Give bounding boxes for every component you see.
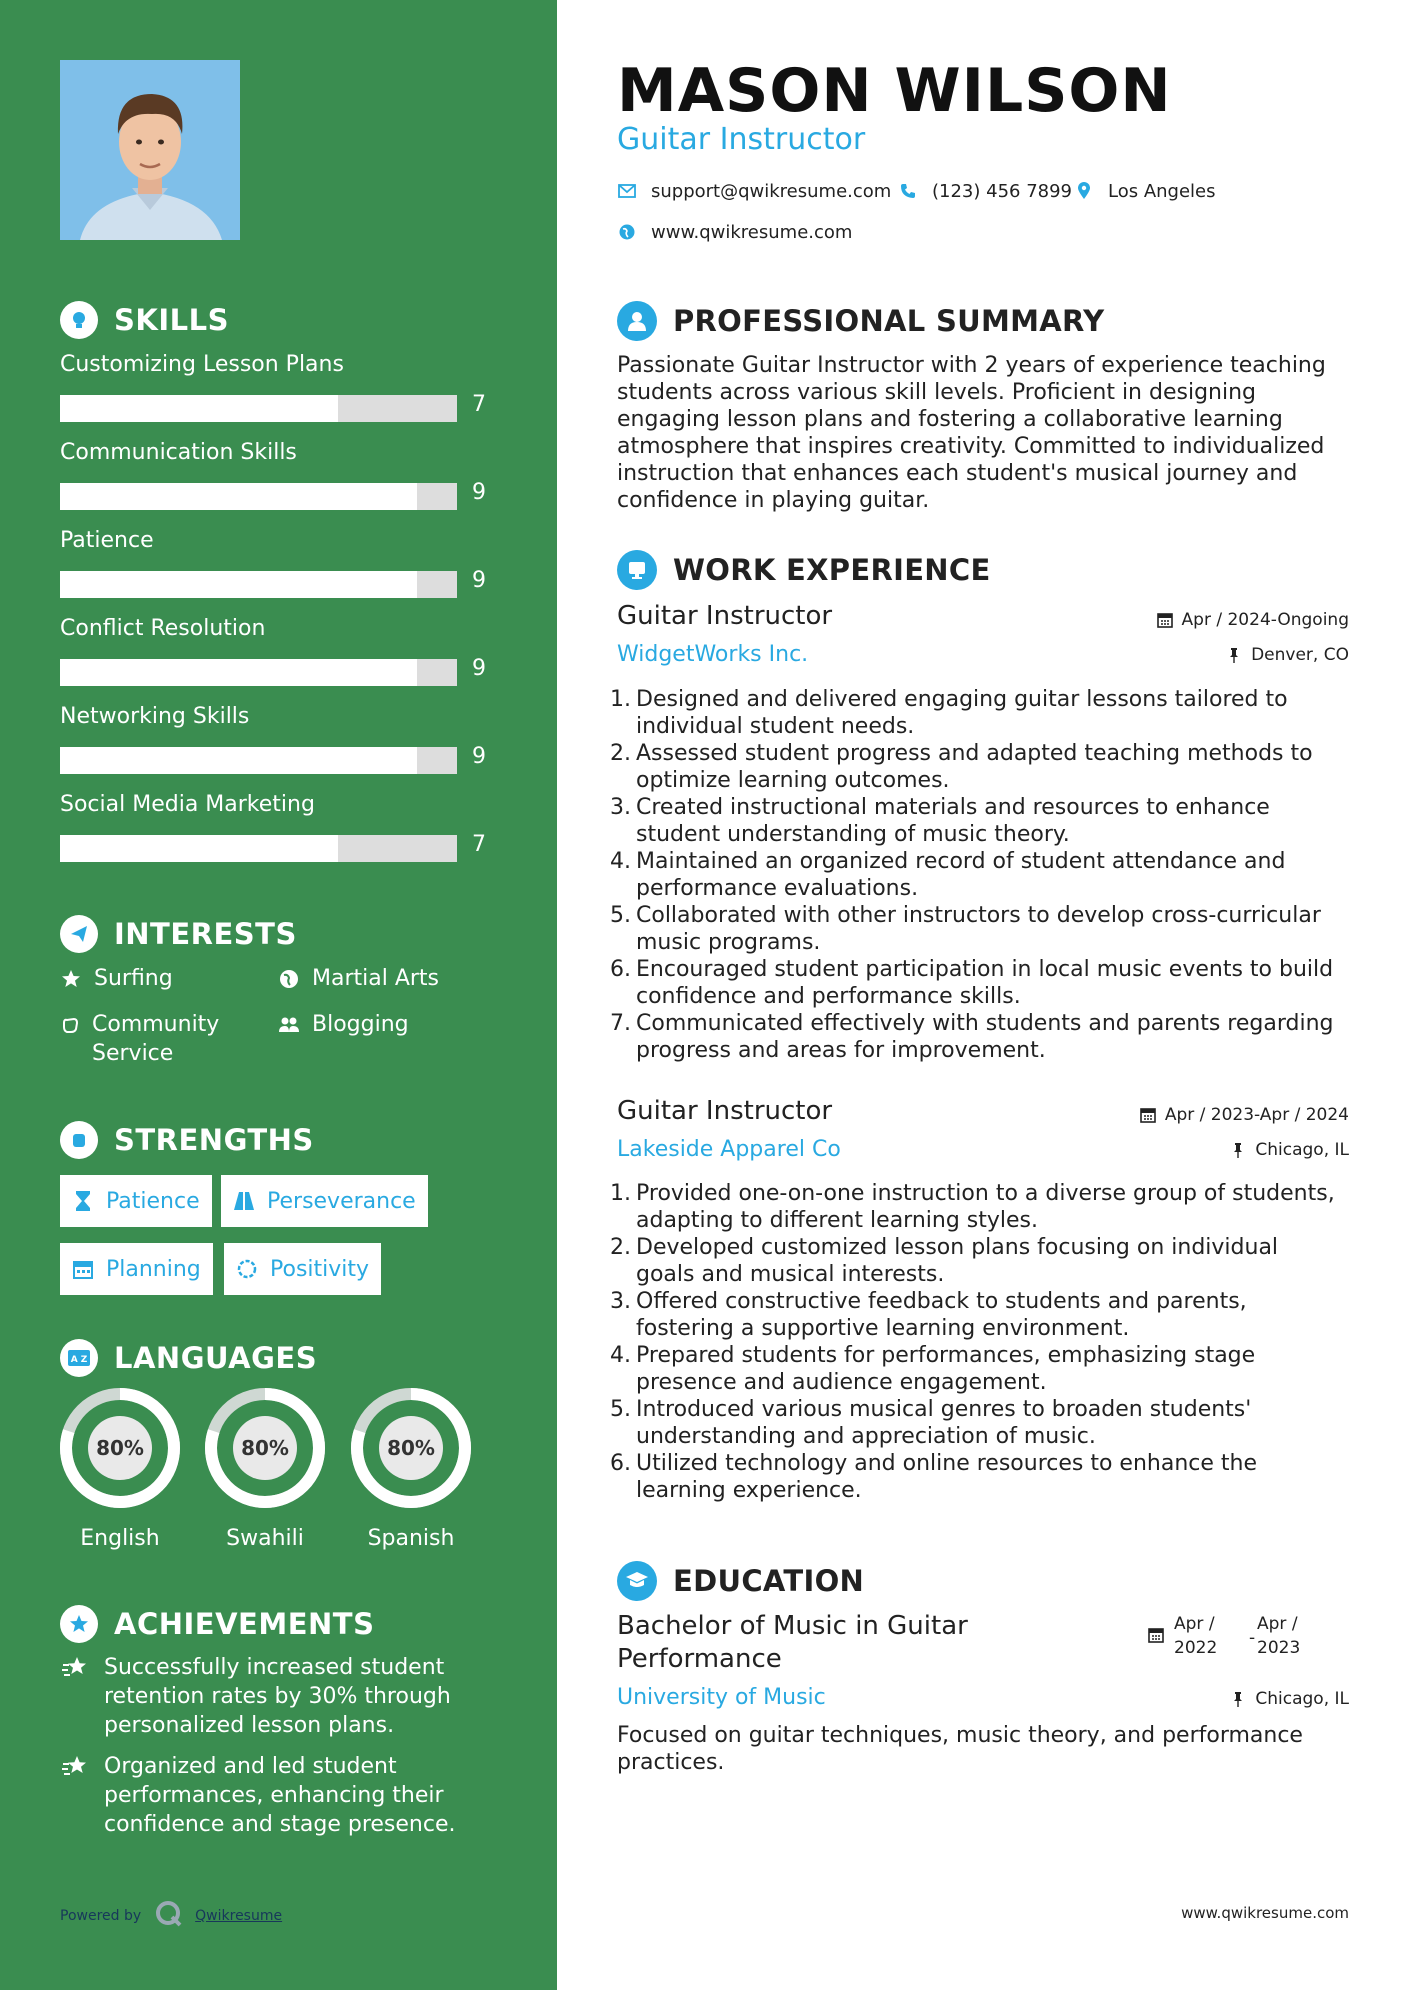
duty-text: Introduced various musical genres to broaden students' understanding and appreciation of music. [636, 1397, 1252, 1449]
duty-number: 6. [610, 957, 631, 982]
powered-by: Powered by Qwikresume [60, 1900, 282, 1932]
skill-level: 7 [472, 392, 486, 417]
skill-bar [60, 659, 457, 686]
duty-number: 5. [610, 903, 631, 928]
candidate-name: MASON WILSON [617, 56, 1172, 126]
language-name: Spanish [367, 1526, 455, 1551]
duty-number: 4. [610, 1343, 631, 1368]
calendar-icon [1156, 611, 1174, 629]
skill-level: 9 [472, 568, 486, 593]
duty-item [610, 1010, 1340, 1064]
skill-bar [60, 483, 457, 510]
hand-icon [60, 1010, 80, 1039]
skill-bar-fill [60, 483, 417, 510]
skill-item [60, 440, 500, 505]
language-name: Swahili [226, 1526, 304, 1551]
skill-name: Networking Skills [60, 704, 250, 729]
skill-name: Customizing Lesson Plans [60, 352, 344, 377]
skill-bar [60, 747, 457, 774]
job-location: Denver, CO [1225, 643, 1349, 667]
duty-text: Prepared students for performances, emphasizing stage presence and audience engagement. [636, 1343, 1256, 1395]
strength-badge: Planning [60, 1243, 213, 1295]
interest-item: Blogging [278, 1010, 409, 1039]
duty-item [610, 740, 1340, 794]
profile-photo [60, 60, 240, 240]
duty-item [610, 902, 1340, 956]
language-icon [60, 1339, 98, 1377]
duty-text: Provided one-on-one instruction to a diverse group of students, adapting to different learning styles. [636, 1181, 1335, 1233]
duty-number: 7. [610, 1011, 631, 1036]
qwikresume-link[interactable]: Qwikresume [195, 1908, 283, 1924]
job-duties-list [610, 686, 1340, 1064]
calendar-icon [1148, 1626, 1166, 1644]
duty-number: 2. [610, 1235, 631, 1260]
trophy-icon [60, 1605, 98, 1643]
skill-bar-fill [60, 747, 417, 774]
language-percent: 80% [387, 1436, 435, 1460]
strengths-heading: STRENGTHS [60, 1120, 314, 1160]
globe-icon [617, 222, 637, 242]
strength-badge: Patience [60, 1175, 212, 1227]
duty-number: 3. [610, 795, 631, 820]
graduation-cap-icon [617, 1561, 657, 1601]
achievements-heading: ACHIEVEMENTS [60, 1604, 374, 1644]
duty-number: 1. [610, 1181, 631, 1206]
duty-item [610, 1180, 1340, 1234]
contact-email[interactable]: support@qwikresume.com [617, 178, 891, 204]
skill-name: Conflict Resolution [60, 616, 266, 641]
duty-item [610, 1288, 1340, 1342]
skill-name: Patience [60, 528, 154, 553]
language-ring [349, 1386, 473, 1510]
skill-level: 9 [472, 656, 486, 681]
skill-item [60, 352, 500, 417]
duty-item [610, 1342, 1340, 1396]
duty-item [610, 1396, 1340, 1450]
duty-item [610, 1234, 1340, 1288]
skill-bar-fill [60, 835, 338, 862]
skill-bar-fill [60, 395, 338, 422]
duty-number: 3. [610, 1289, 631, 1314]
briefcase-icon [617, 550, 657, 590]
calendar-icon [1139, 1106, 1157, 1124]
lightbulb-icon [60, 301, 98, 339]
skill-name: Social Media Marketing [60, 792, 315, 817]
language-item [349, 1386, 473, 1551]
star-icon [60, 964, 82, 993]
summary-text: Passionate Guitar Instructor with 2 years of experience teaching students across various skill levels. Proficient in designing engaging lesson plans and fostering a collaborative learning atmosphere that inspires creativity. Committed to individualized instruction that enhances each student's musical journey and confidence in playing guitar. [617, 353, 1326, 513]
duty-item [610, 848, 1340, 902]
duty-item [610, 794, 1340, 848]
language-percent: 80% [96, 1436, 144, 1460]
education-location: Chicago, IL [1229, 1687, 1349, 1711]
language-item [58, 1386, 182, 1551]
footer-website[interactable]: www.qwikresume.com [1181, 1904, 1349, 1922]
skill-name: Communication Skills [60, 440, 297, 465]
duty-text: Offered constructive feedback to students and parents, fostering a supportive learning environment. [636, 1289, 1247, 1341]
road-icon [233, 1189, 255, 1213]
job-location: Chicago, IL [1229, 1138, 1349, 1162]
school-name: University of Music [617, 1685, 826, 1710]
interest-item: Surfing [60, 964, 173, 993]
language-percent: 80% [241, 1436, 289, 1460]
circle-notch-icon [236, 1257, 258, 1281]
fist-icon [60, 1121, 98, 1159]
skill-bar [60, 835, 457, 862]
skill-level: 7 [472, 832, 486, 857]
envelope-icon [617, 181, 637, 201]
degree-title: Bachelor of Music in Guitar Performance [617, 1611, 968, 1674]
interest-item: Martial Arts [278, 964, 439, 993]
phone-icon [898, 181, 918, 201]
skill-item [60, 704, 500, 769]
duty-number: 2. [610, 741, 631, 766]
sidebar [0, 0, 557, 1990]
job-duties-list [610, 1180, 1340, 1504]
duty-text: Assessed student progress and adapted teaching methods to optimize learning outcomes. [636, 741, 1313, 793]
skill-bar [60, 395, 457, 422]
pin-icon [1229, 1141, 1247, 1159]
duty-item [610, 1450, 1340, 1504]
candidate-title: Guitar Instructor [617, 122, 866, 157]
skill-bar-fill [60, 659, 417, 686]
duty-text: Utilized technology and online resources to enhance the learning experience. [636, 1451, 1258, 1503]
duty-item [610, 956, 1340, 1010]
date-separator: - [1249, 1628, 1256, 1648]
duty-text: Developed customized lesson plans focusing on individual goals and musical interests. [636, 1235, 1279, 1287]
education-heading: EDUCATION [617, 1560, 864, 1602]
pin-icon [1225, 646, 1243, 664]
summary-heading: PROFESSIONAL SUMMARY [617, 300, 1104, 342]
skill-item [60, 792, 500, 857]
contact-website[interactable]: www.qwikresume.com [617, 219, 852, 245]
education-description: Focused on guitar techniques, music theory, and performance practices. [617, 1723, 1303, 1775]
svg-text:A Z: A Z [70, 1355, 88, 1365]
language-ring [203, 1386, 327, 1510]
qwikresume-logo-icon [155, 1900, 183, 1932]
job-title: Guitar Instructor [617, 1096, 833, 1126]
company-name: WidgetWorks Inc. [617, 642, 809, 667]
hourglass-icon [72, 1189, 94, 1213]
medal-star-icon [60, 1752, 90, 1782]
duty-text: Collaborated with other instructors to develop cross-curricular music programs. [636, 903, 1321, 955]
language-name: English [80, 1526, 160, 1551]
duty-text: Created instructional materials and resources to enhance student understanding of music theory. [636, 795, 1270, 847]
duty-item [610, 686, 1340, 740]
language-ring [58, 1386, 182, 1510]
skill-item [60, 616, 500, 681]
duty-text: Encouraged student participation in local music events to build confidence and performance skills. [636, 957, 1334, 1009]
globe-icon [278, 964, 300, 993]
skill-level: 9 [472, 744, 486, 769]
duty-number: 5. [610, 1397, 631, 1422]
pin-icon [1229, 1690, 1247, 1708]
education-dates [1148, 1612, 1300, 1660]
calendar-icon [72, 1257, 94, 1281]
achievement-item: Organized and led student performances, enhancing their confidence and stage presence. [60, 1752, 480, 1839]
paper-plane-icon [60, 915, 98, 953]
medal-star-icon [60, 1653, 90, 1683]
users-icon [278, 1010, 300, 1039]
contact-phone[interactable]: (123) 456 7899 [898, 178, 1072, 204]
skill-bar-fill [60, 571, 417, 598]
languages-heading: A Z LANGUAGES [60, 1338, 317, 1378]
duty-text: Communicated effectively with students and parents regarding progress and areas for improvement. [636, 1011, 1334, 1063]
map-marker-icon [1074, 181, 1094, 201]
duty-text: Designed and delivered engaging guitar lessons tailored to individual student needs. [636, 687, 1288, 739]
skill-item [60, 528, 500, 593]
skills-heading: SKILLS [60, 300, 229, 340]
experience-heading: WORK EXPERIENCE [617, 549, 991, 591]
duty-number: 1. [610, 687, 631, 712]
language-item [203, 1386, 327, 1551]
job-title: Guitar Instructor [617, 601, 833, 631]
achievement-item: Successfully increased student retention rates by 30% through personalized lesson plans. [60, 1653, 480, 1740]
skill-level: 9 [472, 480, 486, 505]
contact-location: Los Angeles [1074, 178, 1216, 204]
interest-item: Community Service [60, 1010, 250, 1068]
skill-bar [60, 571, 457, 598]
user-icon [617, 301, 657, 341]
strength-badge: Positivity [224, 1243, 381, 1295]
interests-heading: INTERESTS [60, 914, 297, 954]
job-dates: Apr / 2024-Ongoing [1156, 608, 1349, 632]
duty-number: 4. [610, 849, 631, 874]
job-dates: Apr / 2023-Apr / 2024 [1139, 1103, 1349, 1127]
strength-badge: Perseverance [221, 1175, 428, 1227]
duty-number: 6. [610, 1451, 631, 1476]
education-end: Apr / 2023 [1257, 1614, 1301, 1658]
education-start: Apr / 2022 [1174, 1614, 1218, 1658]
duty-text: Maintained an organized record of student attendance and performance evaluations. [636, 849, 1286, 901]
company-name: Lakeside Apparel Co [617, 1137, 841, 1162]
